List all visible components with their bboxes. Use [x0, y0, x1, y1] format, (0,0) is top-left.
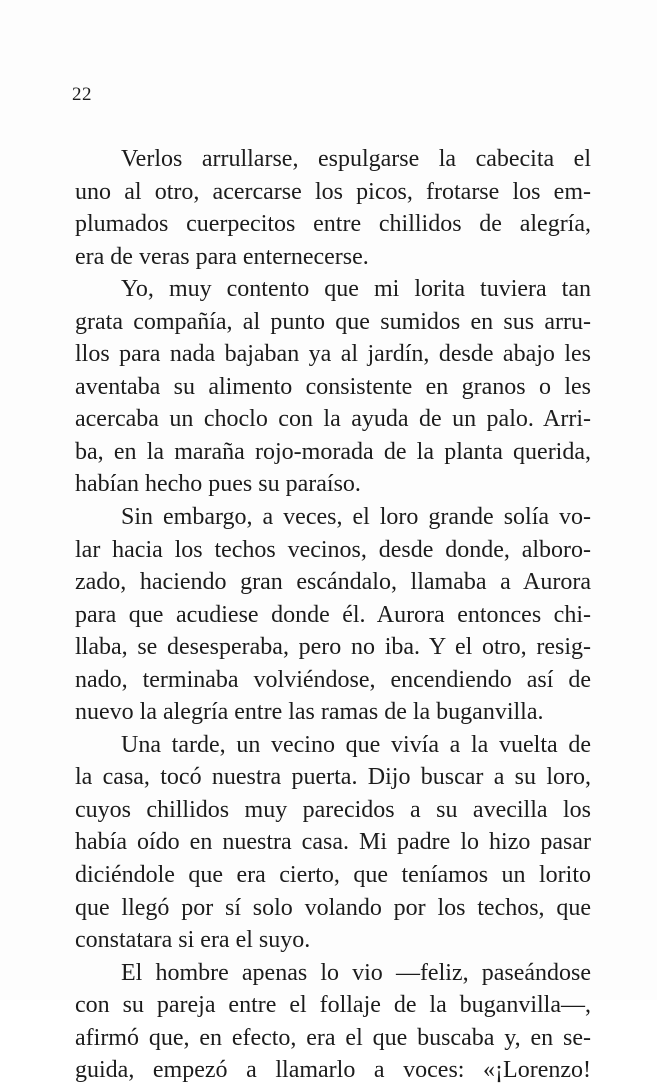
paragraph: [75, 273, 591, 501]
text-line: guida, empezó a llamarlo a voces: «¡Lorenzo!: [75, 1057, 591, 1084]
text-line: plumados cuerpecitos entre chillidos de alegría,: [75, 211, 591, 238]
page-number: 22: [72, 84, 92, 105]
text-line: nado, terminaba volviéndose, encendiendo así de: [75, 666, 591, 693]
text-line: acercaba un choclo con la ayuda de un palo. Arri-: [75, 406, 591, 433]
text-line: ba, en la maraña rojo-morada de la planta querida,: [75, 438, 591, 465]
paragraph: [75, 957, 591, 1087]
text-line: afirmó que, en efecto, era el que buscaba y, en se-: [75, 1024, 591, 1051]
text-line: llos para nada bajaban ya al jardín, desde abajo les: [75, 341, 591, 368]
body-text: [75, 143, 591, 1087]
text-line: constatara si era el suyo.: [75, 927, 311, 954]
paragraph: [75, 729, 591, 957]
text-line: grata compañía, al punto que sumidos en sus arru-: [75, 308, 591, 335]
text-line: llaba, se desesperaba, pero no iba. Y el otro, resig-: [75, 634, 591, 661]
text-line: aventaba su alimento consistente en granos o les: [75, 373, 591, 400]
text-line: habían hecho pues su paraíso.: [75, 471, 361, 498]
text-line: la casa, tocó nuestra puerta. Dijo buscar a su loro,: [75, 764, 591, 791]
text-line: zado, haciendo gran escándalo, llamaba a Aurora: [75, 569, 591, 596]
text-line: Una tarde, un vecino que vivía a la vuelta de: [121, 731, 591, 758]
text-line: para que acudiese donde él. Aurora entonces chi-: [75, 601, 591, 628]
paragraph: [75, 143, 591, 273]
text-line: Yo, muy contento que mi lorita tuviera tan: [121, 276, 591, 303]
text-line: Sin embargo, a veces, el loro grande solía vo-: [121, 504, 591, 531]
text-line: diciéndole que era cierto, que teníamos un lorito: [75, 862, 591, 889]
text-line: nuevo la alegría entre las ramas de la buganvilla.: [75, 699, 544, 726]
text-line: lar hacia los techos vecinos, desde donde, alboro-: [75, 536, 591, 563]
text-line: era de veras para enternecerse.: [75, 243, 369, 270]
paragraph: [75, 501, 591, 729]
text-line: con su pareja entre el follaje de la buganvilla—,: [75, 992, 591, 1019]
text-line: que llegó por sí solo volando por los techos, que: [75, 894, 591, 921]
text-line: uno al otro, acercarse los picos, frotarse los em-: [75, 178, 591, 205]
text-line: Verlos arrullarse, espulgarse la cabecita el: [121, 146, 591, 172]
text-line: El hombre apenas lo vio —feliz, paseándose: [121, 959, 591, 986]
text-line: había oído en nuestra casa. Mi padre lo hizo pasar: [75, 829, 591, 856]
text-line: cuyos chillidos muy parecidos a su avecilla los: [75, 796, 591, 823]
